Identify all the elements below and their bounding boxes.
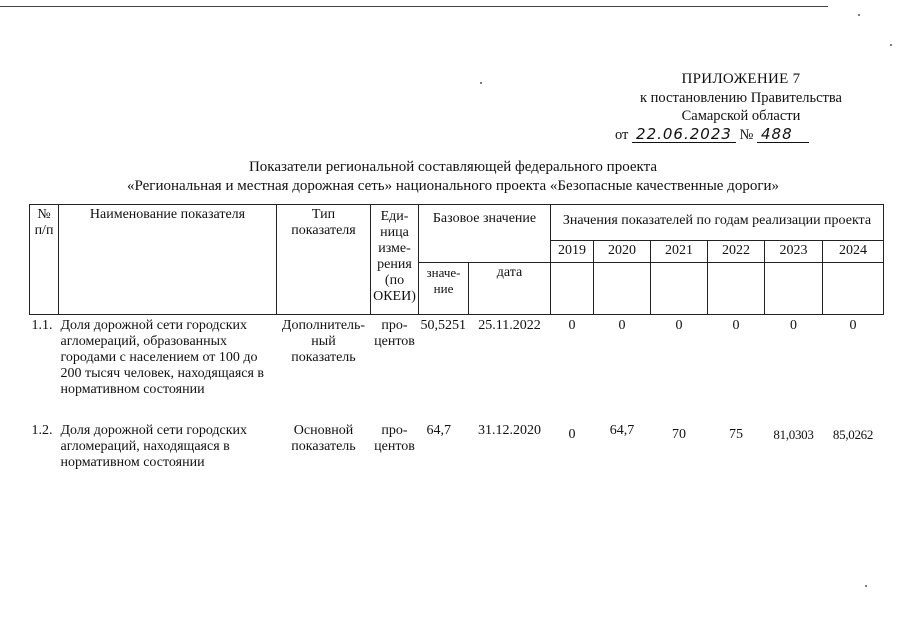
appendix-title: ПРИЛОЖЕНИЕ 7 — [681, 71, 801, 87]
row-base-date: 25.11.2022 — [478, 318, 541, 333]
row-value-2020: 64,7 — [609, 423, 635, 438]
row-base-date: 31.12.2020 — [478, 423, 541, 438]
table-row — [30, 315, 884, 399]
row-value-2024: 0 — [849, 318, 857, 333]
indicators-table — [29, 204, 884, 471]
row-value-2021: 70 — [672, 427, 686, 442]
date-prefix: от — [615, 127, 629, 143]
row-name: Доля дорожной сети городских агломераций, находящаяся в нормативном состоянии — [60, 423, 248, 470]
row-type: Основной показатель — [291, 423, 356, 454]
row-unit: про-центов — [374, 318, 415, 349]
row-value-2022: 75 — [729, 427, 743, 442]
row-value-2019: 0 — [568, 318, 576, 333]
header-year-2020: 2020 — [594, 241, 651, 263]
row-num: 1.2. — [31, 423, 53, 438]
document-heading — [0, 158, 906, 196]
header-unit: Еди-ница изме-рения (по ОКЕИ) — [371, 205, 419, 315]
handwritten-date: 22.06.2023 — [632, 126, 736, 143]
header-year-2021: 2021 — [651, 241, 708, 263]
row-value-2020: 0 — [618, 318, 626, 333]
row-unit: про-центов — [374, 423, 415, 454]
scan-speck — [858, 14, 860, 16]
header-year-2022: 2022 — [708, 241, 765, 263]
number-prefix: № — [739, 127, 754, 143]
appendix-line-1: к постановлению Правительства — [640, 89, 842, 106]
row-value-2024: 85,0262 — [832, 427, 874, 442]
scan-speck — [865, 585, 867, 587]
scan-speck — [890, 44, 892, 46]
scan-border-line — [0, 6, 828, 7]
appendix-dateline — [615, 126, 855, 145]
header-years-group: Значения показателей по годам реализации проекта — [551, 205, 884, 241]
row-value-2019: 0 — [568, 427, 576, 442]
header-base-value: значе-ние — [419, 263, 469, 315]
appendix-block — [615, 70, 842, 143]
row-value-2023: 81,0303 — [773, 427, 814, 442]
header-type: Тип показателя — [277, 205, 371, 315]
row-type: Дополнитель-ный показатель — [281, 318, 366, 365]
heading-line-2: «Региональная и местная дорожная сеть» национального проекта «Безопасные качественные дороги» — [126, 178, 779, 194]
scan-speck — [480, 82, 482, 84]
heading-line-1: Показатели региональной составляющей федерального проекта — [248, 159, 658, 175]
row-base-value: 50,5251 — [420, 318, 466, 333]
handwritten-number: 488 — [757, 126, 809, 143]
header-year-2019: 2019 — [551, 241, 594, 263]
row-num: 1.1. — [31, 318, 53, 333]
header-base: Базовое значение — [419, 205, 551, 263]
header-num: № п/п — [30, 205, 59, 315]
header-year-2023: 2023 — [765, 241, 823, 263]
row-value-2022: 0 — [732, 318, 740, 333]
appendix-line-2: Самарской области — [681, 108, 801, 124]
row-name: Доля дорожной сети городских агломераций, образованных городами с населением от 100 до 200 тысяч человек, находящаяся в нормативном состоянии — [60, 318, 265, 397]
header-year-2024: 2024 — [823, 241, 884, 263]
row-base-value: 64,7 — [426, 423, 451, 438]
row-value-2023: 0 — [790, 318, 797, 333]
table-row — [30, 420, 884, 471]
header-name: Наименование показателя — [59, 205, 277, 315]
header-base-date: дата — [469, 263, 551, 315]
row-value-2021: 0 — [675, 318, 683, 333]
